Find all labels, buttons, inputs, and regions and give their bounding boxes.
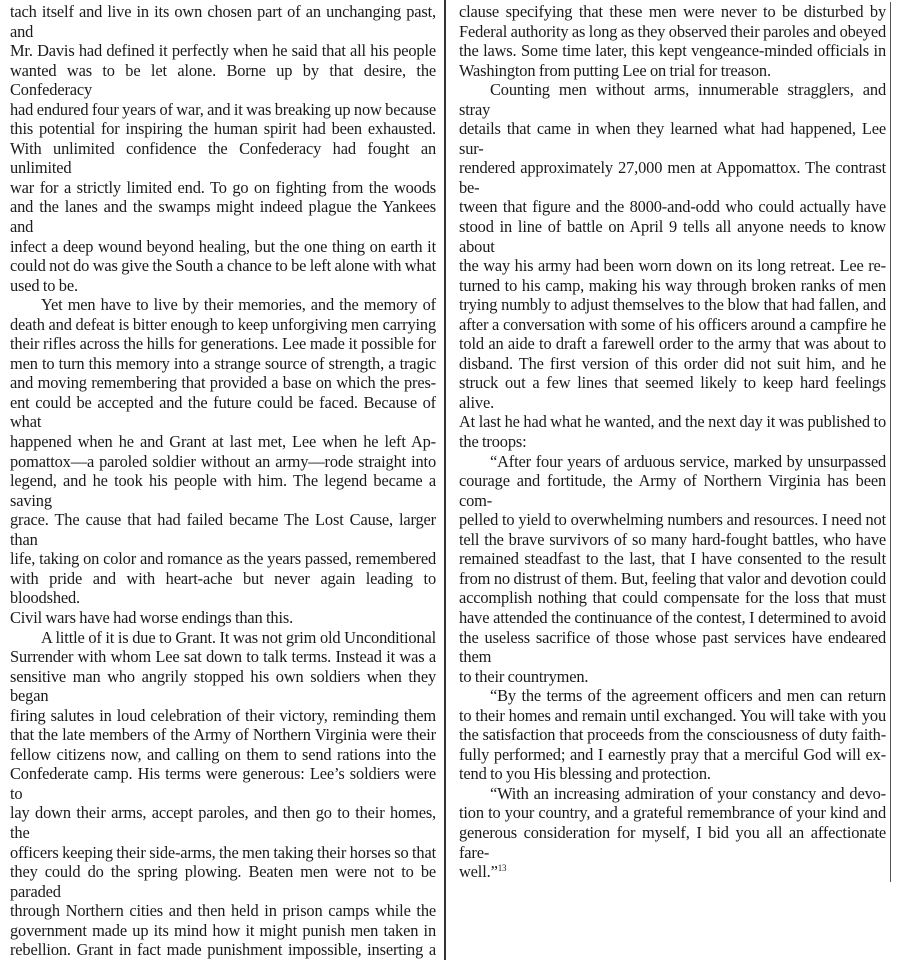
text-line <box>10 334 436 354</box>
text-line <box>10 843 436 863</box>
text-line-content: tell the brave survivors of so many hard-fought battles, who have <box>459 529 886 549</box>
text-line-content: tach itself and live in its own chosen part of an unchanging past, and <box>10 2 436 41</box>
text-line-content: legend, and he took his people with him. The legend became a saving <box>10 471 436 510</box>
text-line-content: tend to you His blessing and protection. <box>459 764 711 784</box>
text-line-content: “With an increasing admiration of your constancy and devo- <box>490 783 886 803</box>
text-line-content: “After four years of arduous service, marked by unsurpassed <box>490 451 886 471</box>
text-line <box>10 803 436 842</box>
text-line <box>10 608 436 628</box>
text-line-content: the troops: <box>459 432 527 452</box>
text-line <box>10 295 436 315</box>
text-line-content: the useless sacrifice of those whose past services have endeared them <box>459 627 886 667</box>
text-line <box>10 667 436 706</box>
text-line-content: A little of it is due to Grant. It was not grim old Unconditional <box>41 627 436 647</box>
text-line-content: ent could be accepted and the future could be faced. Because of what <box>10 392 436 432</box>
text-line-content: could not do was give the South a chance to be left alone with what <box>10 256 436 276</box>
text-line <box>10 61 436 100</box>
text-line <box>10 139 436 178</box>
left-page-column <box>0 0 446 960</box>
text-line-content: the way his army had been worn down on its long retreat. Lee re- <box>459 256 886 276</box>
text-line <box>10 197 436 236</box>
text-line <box>10 237 436 257</box>
text-line-content: they could do the spring plowing. Beaten men were not to be paraded <box>10 862 436 901</box>
text-line-content: details that came in when they learned what had happened, Lee sur- <box>459 119 886 158</box>
text-line <box>10 354 436 374</box>
text-line-content: men to turn this memory into a strange source of strength, a tragic <box>10 353 436 373</box>
text-line <box>10 745 436 765</box>
text-line-content: With unlimited confidence the Confederacy had fought an unlimited <box>10 138 436 178</box>
text-line <box>459 2 886 22</box>
text-line-content: to their homes and remain until exchanged. You will take with you <box>459 705 886 725</box>
text-line <box>10 100 436 120</box>
text-line-content: officers keeping their side-arms, the men taking their horses so that <box>10 842 436 862</box>
text-line-content: used to be. <box>10 275 78 295</box>
text-line-content: to their countrymen. <box>459 666 589 686</box>
text-line-content: At last he had what he wanted, and the next day it was published to <box>459 412 886 432</box>
text-line-content: Yet men have to live by their memories, and the memory of <box>41 295 436 315</box>
text-line-content: Federal authority as long as they observed their paroles and obeyed <box>459 21 886 41</box>
text-line-content: government made up its mind how it might punish men taken in <box>10 920 436 940</box>
text-line <box>10 862 436 901</box>
text-line <box>459 354 886 374</box>
text-line-content: stood in line of battle on April 9 tells all anyone needs to know about <box>459 217 886 256</box>
text-line <box>10 178 436 198</box>
text-line <box>459 256 886 276</box>
text-line-content: Confederate camp. His terms were generous: Lee’s soldiers were to <box>10 764 436 803</box>
text-line <box>10 471 436 510</box>
text-line <box>10 725 436 745</box>
text-line-content: war for a strictly limited end. To go on fighting from the woods <box>10 177 436 197</box>
text-line-content: lay down their arms, accept paroles, and then go to their homes, the <box>10 803 436 842</box>
right-page-column <box>446 0 897 960</box>
text-line <box>459 510 886 530</box>
text-line <box>10 569 436 608</box>
page-edge-rule <box>459 2 891 882</box>
text-line <box>10 628 436 648</box>
text-line-content: their rifles across the hills for generations. Lee made it possible for <box>10 334 436 354</box>
text-line-content: Civil wars have had worse endings than this. <box>10 607 294 627</box>
text-line <box>459 471 886 510</box>
text-line <box>10 315 436 335</box>
text-line-content: had endured four years of war, and it was breaking up now because <box>10 99 436 119</box>
text-line-content: grace. The cause that had failed became The Lost Cause, larger than <box>10 510 436 549</box>
text-line-content: well.” <box>459 862 498 882</box>
text-line <box>459 823 886 862</box>
text-line <box>459 217 886 256</box>
text-line <box>459 784 886 804</box>
text-line <box>459 803 886 823</box>
text-line-content: with pride and with heart-ache but never again leading to bloodshed. <box>10 568 436 608</box>
text-line-content: accomplish nothing that could compensate for the loss that must <box>459 588 886 608</box>
text-line <box>10 41 436 61</box>
text-line <box>459 432 886 452</box>
text-line <box>459 315 886 335</box>
text-line <box>10 901 436 921</box>
text-line-content: “By the terms of the agreement officers and men can return <box>490 686 886 706</box>
text-line-content: that the late members of the Army of Northern Virginia were their <box>10 725 436 745</box>
text-line <box>10 647 436 667</box>
text-line-content: wanted was to be let alone. Borne up by that desire, the Confederacy <box>10 60 436 100</box>
text-line <box>459 197 886 217</box>
text-line <box>459 706 886 726</box>
text-line <box>459 628 886 667</box>
text-line <box>459 158 886 197</box>
text-line-content: Mr. Davis had defined it perfectly when he said that all his people <box>10 41 436 61</box>
text-line-content: Washington from putting Lee on trial for treason. <box>459 60 771 80</box>
text-line <box>459 764 886 784</box>
text-line <box>459 549 886 569</box>
text-line-content: told an aide to draft a farewell order to the army that was about to <box>459 334 886 354</box>
text-line <box>459 373 886 412</box>
text-line <box>10 549 436 569</box>
text-line <box>10 452 436 472</box>
text-line-content: pelled to yield to overwhelming numbers and resources. I need not <box>459 510 886 530</box>
text-line <box>10 373 436 393</box>
text-line-content: remained steadfast to the last, that I have consented to the result <box>459 549 886 569</box>
text-line <box>459 725 886 745</box>
text-line <box>459 862 886 882</box>
text-line-content: life, taking on color and romance as the years passed, remembered <box>10 549 436 569</box>
text-line-content: struck out a few lines that seemed likely to keep hard feelings alive. <box>459 373 886 412</box>
text-line-content: death and defeat is bitter enough to keep unforgiving men carrying <box>10 314 436 334</box>
text-line-content: through Northern cities and then held in prison camps while the <box>10 901 436 921</box>
text-line-content: tion to your country, and a grateful remembrance of your kind and <box>459 803 886 823</box>
text-line <box>459 22 886 42</box>
text-line <box>459 295 886 315</box>
text-line-content: fellow citizens now, and calling on them to send rations into the <box>10 744 436 764</box>
text-line <box>459 608 886 628</box>
text-line <box>10 921 436 941</box>
text-line <box>10 940 436 960</box>
text-line-content: fully performed; and I earnestly pray that a merciful God will ex- <box>459 744 886 764</box>
text-line <box>459 667 886 687</box>
text-line <box>459 334 886 354</box>
text-line <box>10 432 436 452</box>
text-line-content: sensitive man who angrily stopped his own soldiers when they began <box>10 666 436 706</box>
text-line <box>459 119 886 158</box>
text-line-content: turned to his camp, making his way through broken ranks of men <box>459 275 886 295</box>
text-line <box>10 119 436 139</box>
text-line-content: infect a deep wound beyond healing, but the one thing on earth it <box>10 236 436 256</box>
text-line-content: tween that figure and the 8000-and-odd who could actually have <box>459 197 886 217</box>
text-line-content: and the lanes and the swamps might indeed plague the Yankees and <box>10 197 436 237</box>
text-line-content: trying numbly to adjust themselves to the blow that had fallen, and <box>459 295 886 315</box>
text-line-content: rendered approximately 27,000 men at Appomattox. The contrast be- <box>459 158 886 197</box>
text-line <box>10 393 436 432</box>
text-line <box>459 686 886 706</box>
text-line-content: this potential for inspiring the human spirit had been exhausted. <box>10 119 436 139</box>
text-line <box>10 256 436 276</box>
text-line-content: firing salutes in loud celebration of their victory, reminding them <box>10 705 436 725</box>
footnote-marker: 13 <box>497 863 507 874</box>
text-line-content: Surrender with whom Lee sat down to talk terms. Instead it was a <box>10 647 436 667</box>
text-line-content: the laws. Some time later, this kept vengeance-minded officials in <box>459 41 886 61</box>
text-line <box>459 530 886 550</box>
text-line-content: have attended the continuance of the contest, I determined to avoid <box>459 607 886 627</box>
text-line-content: courage and fortitude, the Army of Northern Virginia has been com- <box>459 471 886 510</box>
text-line-content: Counting men without arms, innumerable stragglers, and stray <box>459 80 886 119</box>
text-line-content: clause specifying that these men were never to be disturbed by <box>459 2 886 21</box>
text-line-content: and moving remembering that provided a base on which the pres- <box>10 373 436 393</box>
left-column-text <box>10 2 436 960</box>
text-line <box>459 41 886 61</box>
text-line <box>10 276 436 296</box>
text-line <box>459 80 886 119</box>
text-line <box>459 412 886 432</box>
text-line <box>459 452 886 472</box>
text-line <box>10 764 436 803</box>
text-line <box>459 745 886 765</box>
text-line <box>459 569 886 589</box>
text-line <box>10 706 436 726</box>
text-line-content: disband. The first version of this order did not suit him, and he <box>459 353 886 373</box>
text-line-content: after a conversation with some of his officers around a campfire he <box>459 314 886 334</box>
text-line <box>459 588 886 608</box>
text-line-content: pomattox—a paroled soldier without an army—rode straight into <box>10 451 436 471</box>
text-line-content: generous consideration for myself, I bid you all an affectionate fare- <box>459 822 886 862</box>
text-line <box>459 61 886 81</box>
text-line-content: rebellion. Grant in fact made punishment impossible, inserting a <box>10 940 436 960</box>
text-line <box>10 510 436 549</box>
right-column-text <box>459 2 886 882</box>
text-line-content: happened when he and Grant at last met, Lee when he left Ap- <box>10 432 436 452</box>
text-line-content: from no distrust of them. But, feeling that valor and devotion could <box>459 568 886 588</box>
text-line-content: the satisfaction that proceeds from the consciousness of duty faith- <box>459 725 886 745</box>
text-line <box>459 276 886 296</box>
text-line <box>10 2 436 41</box>
